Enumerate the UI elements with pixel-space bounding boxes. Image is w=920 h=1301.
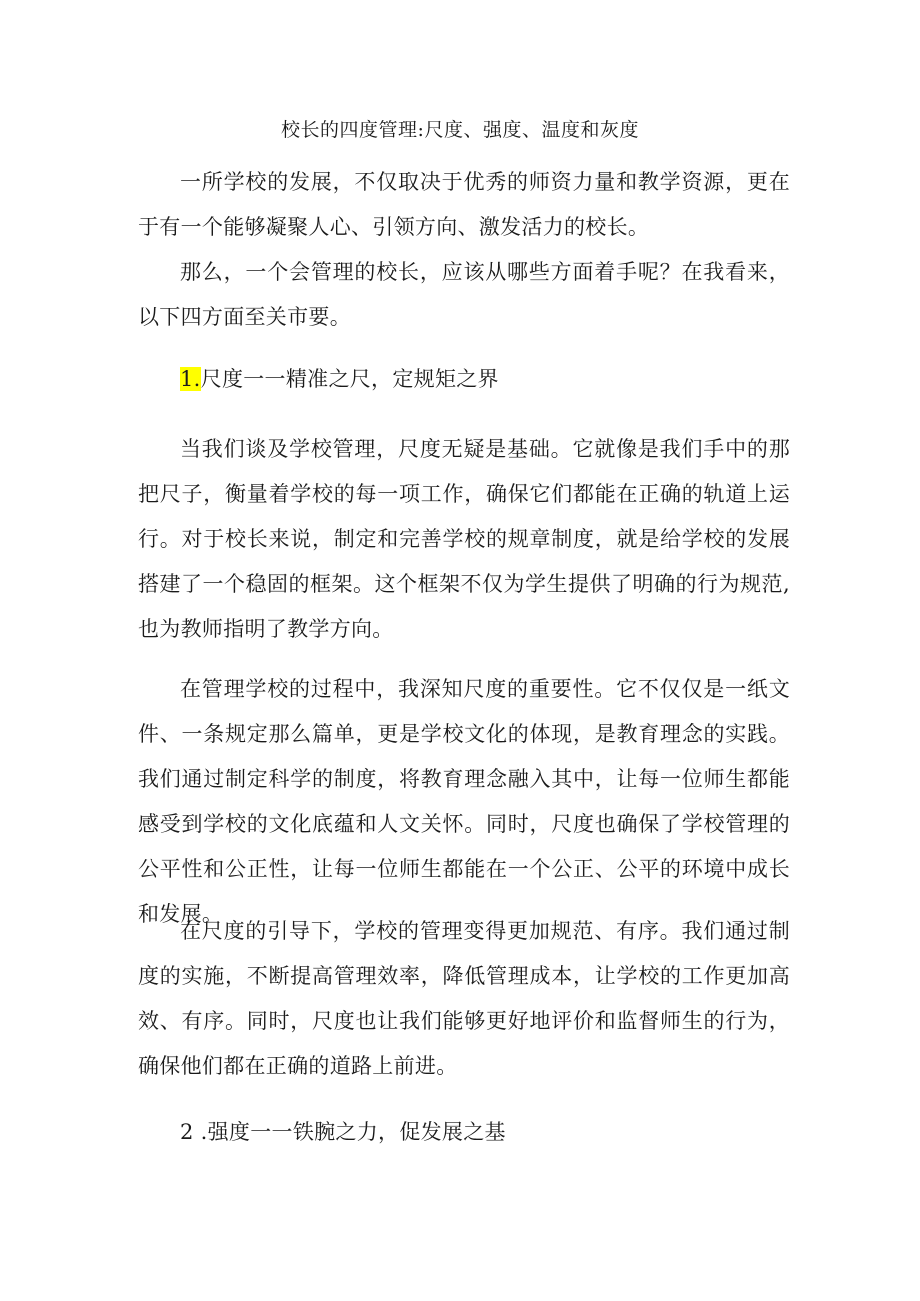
document-title: 校长的四度管理:尺度、强度、温度和灰度 — [281, 119, 639, 141]
section-2-number: 2 . — [180, 1120, 208, 1144]
intro-paragraph-1: 一所学校的发展，不仅取决于优秀的师资力量和教学资源，更在于有一个能够凝聚人心、引领方向、激发活力的校长。 — [138, 170, 790, 239]
section-1-paragraph-1: 当我们谈及学校管理，尺度无疑是基础。它就像是我们手中的那把尺子，衡量着学校的每一项工作，确保它们都能在正确的轨道上运行。对于校长来说，制定和完善学校的规章制度，就是给学校的发展搭建了一个稳固的框架。这个框架不仅为学生提供了明确的行为规范,也为教师指明了教学方向。 — [138, 437, 790, 641]
section-2-heading-text: 强度一一铁腕之力，促发展之基 — [207, 1120, 506, 1144]
intro-paragraph-2: 那么，一个会管理的校长，应该从哪些方面着手呢？在我看来，以下四方面至关市要。 — [138, 260, 790, 329]
section-2-heading — [180, 1110, 790, 1155]
section-1-number: 1. — [180, 367, 201, 391]
section-1-heading — [180, 357, 790, 402]
section-1-paragraph-2: 在管理学校的过程中，我深知尺度的重要性。它不仅仅是一纸文件、一条规定那么篇单，更是学校文化的体现，是教育理念的实践。我们通过制定科学的制度，将教育理念融入其中，让每一位师生都能感受到学校的文化底蕴和人文关怀。同时，尺度也确保了学校管理的公平性和公正性，让每一位师生都能在一个公正、公平的环境中成长和发展。 — [138, 677, 790, 926]
section-1-paragraph-3: 在尺度的引导下，学校的管理变得更加规范、有序。我们通过制度的实施，不断提高管理效率，降低管理成本，让学校的工作更加高效、有序。同时，尺度也让我们能够更好地评价和监督师生的行为，确保他们都在正确的道路上前进。 — [138, 919, 790, 1078]
section-1-heading-text: 尺度一一精准之尺，定规矩之界 — [200, 367, 499, 391]
